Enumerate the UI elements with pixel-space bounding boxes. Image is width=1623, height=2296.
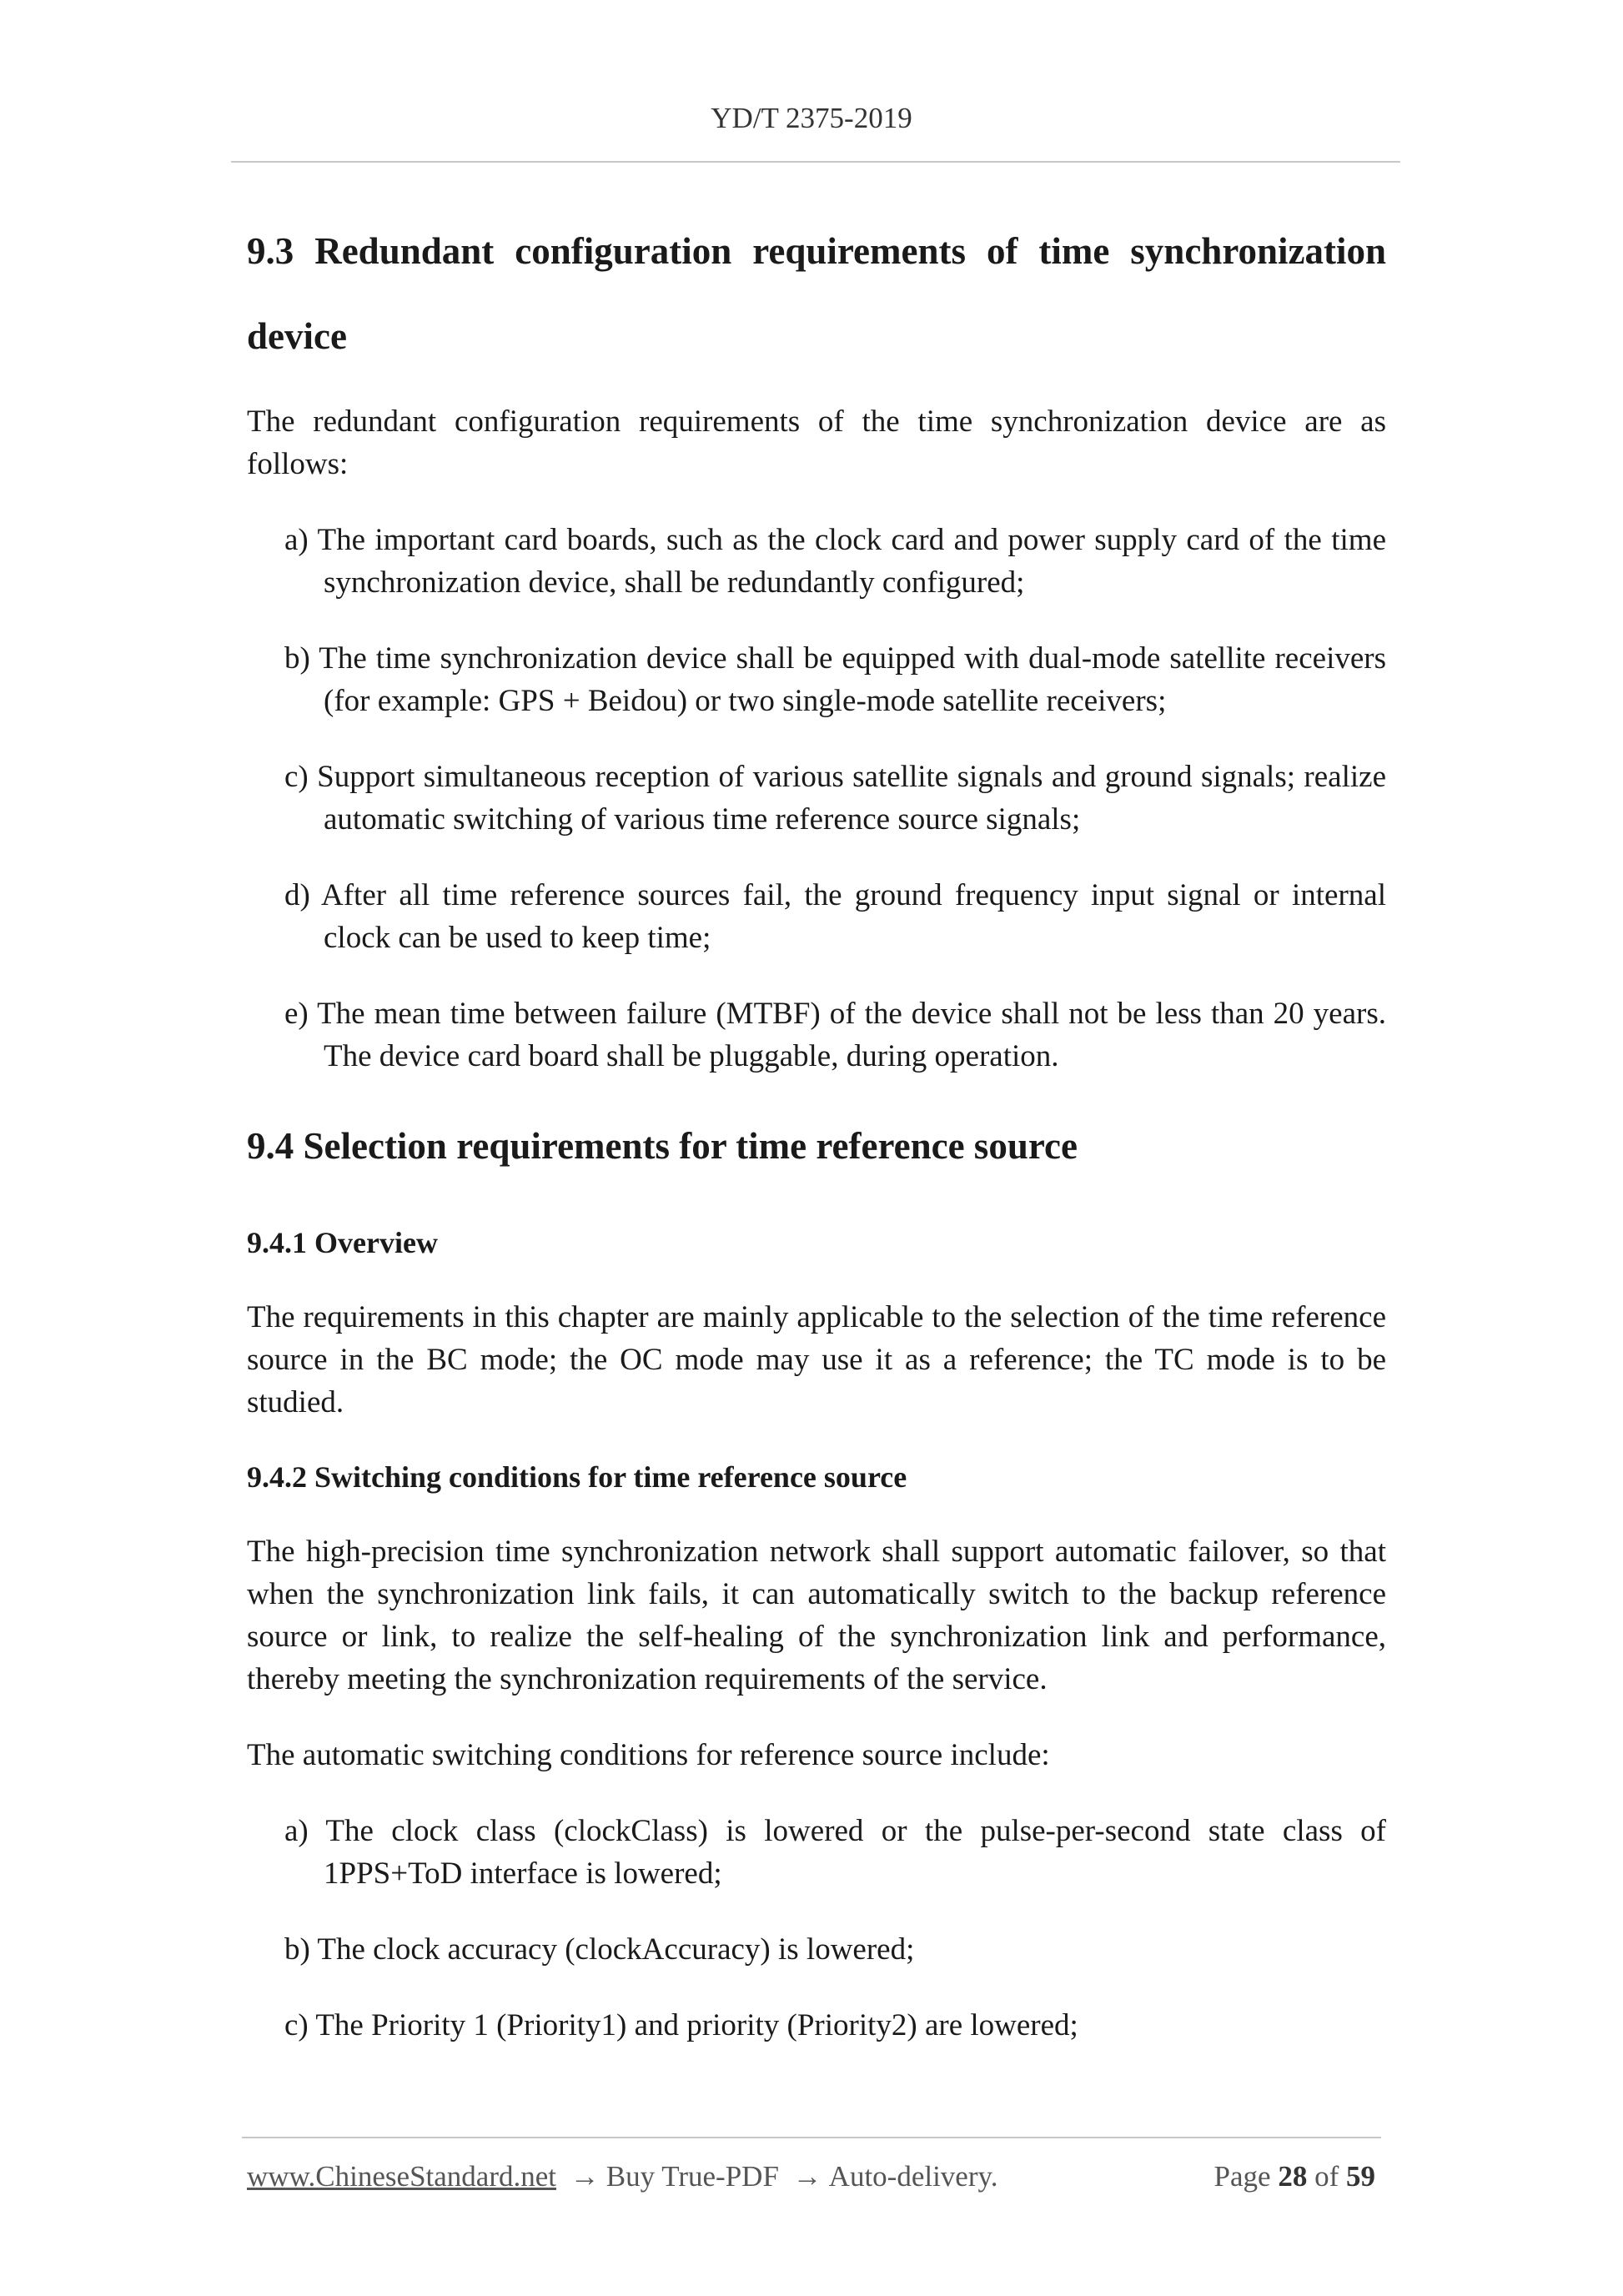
- header-divider: [231, 161, 1400, 163]
- section-9-4-2-list-intro: The automatic switching conditions for reference source include:: [247, 1738, 1050, 1772]
- list-item: a) The important card boards, such as the clock card and power supply card of the time synchronization device, shall be redundantly configured;: [284, 523, 1386, 600]
- page-footer: [247, 2160, 1375, 2193]
- section-9-4-2-title: 9.4.2 Switching conditions for time reference source: [247, 1460, 907, 1494]
- arrow-right-icon: →: [570, 2160, 600, 2193]
- section-9-4-2-text: The high-precision time synchronization network shall support automatic failover, so that when the synchronization link fails, it can automatically switch to the backup reference source or link, to realize the self-healing of the synchronization link and performance, thereby meeting the synchronization requirements of the service.: [247, 1535, 1386, 1696]
- section-9-3-title: [247, 208, 1386, 379]
- footer-promo: [247, 2160, 997, 2193]
- footer-divider: [242, 2137, 1381, 2138]
- list-item: b) The clock accuracy (clockAccuracy) is lowered;: [284, 1932, 915, 1967]
- of-label: of: [1314, 2160, 1339, 2193]
- chinese-standard-link[interactable]: www.ChineseStandard.net: [247, 2160, 556, 2193]
- section-9-4-1-title: 9.4.1 Overview: [247, 1226, 438, 1259]
- list-item: e) The mean time between failure (MTBF) of the device shall not be less than 20 years. The device card board shall be pluggable, during operation.: [284, 997, 1386, 1073]
- page-label: Page: [1213, 2160, 1271, 2193]
- section-9-4-title: 9.4 Selection requirements for time reference source: [247, 1125, 1078, 1167]
- section-9-3-list: [247, 519, 1386, 1078]
- arrow-right-icon: →: [792, 2160, 822, 2193]
- page-number: [1214, 2160, 1375, 2193]
- current-page: 28: [1278, 2160, 1308, 2193]
- section-9-3-intro: The redundant configuration requirements of the time synchronization device are as follows:: [247, 404, 1386, 481]
- list-item: c) The Priority 1 (Priority1) and priority (Priority2) are lowered;: [284, 2008, 1078, 2042]
- auto-delivery-text: Auto-delivery.: [828, 2160, 998, 2193]
- page-body: [247, 208, 1386, 2080]
- buy-true-pdf-text: Buy True-PDF: [605, 2160, 779, 2193]
- section-9-4-2-list: [247, 1810, 1386, 2047]
- section-9-4-1-text: The requirements in this chapter are mainly applicable to the selection of the time reference source in the BC mode; the OC mode may use it as a reference; the TC mode is to be studied.: [247, 1300, 1386, 1419]
- total-pages: 59: [1346, 2160, 1375, 2193]
- section-9-3-title-line1: 9.3 Redundant configuration requirements of time synchronization: [247, 230, 1386, 272]
- list-item: a) The clock class (clockClass) is lowered or the pulse-per-second state class of 1PPS+ToD interface is lowered;: [284, 1814, 1386, 1891]
- section-9-3-title-line2: device: [247, 315, 347, 357]
- list-item: c) Support simultaneous reception of various satellite signals and ground signals; realize automatic switching of various time reference source signals;: [284, 760, 1386, 837]
- list-item: d) After all time reference sources fail, the ground frequency input signal or internal clock can be used to keep time;: [284, 878, 1386, 955]
- list-item: b) The time synchronization device shall be equipped with dual-mode satellite receivers (for example: GPS + Beidou) or two single-mode satellite receivers;: [284, 641, 1386, 718]
- document-id-header: YD/T 2375-2019: [711, 102, 912, 134]
